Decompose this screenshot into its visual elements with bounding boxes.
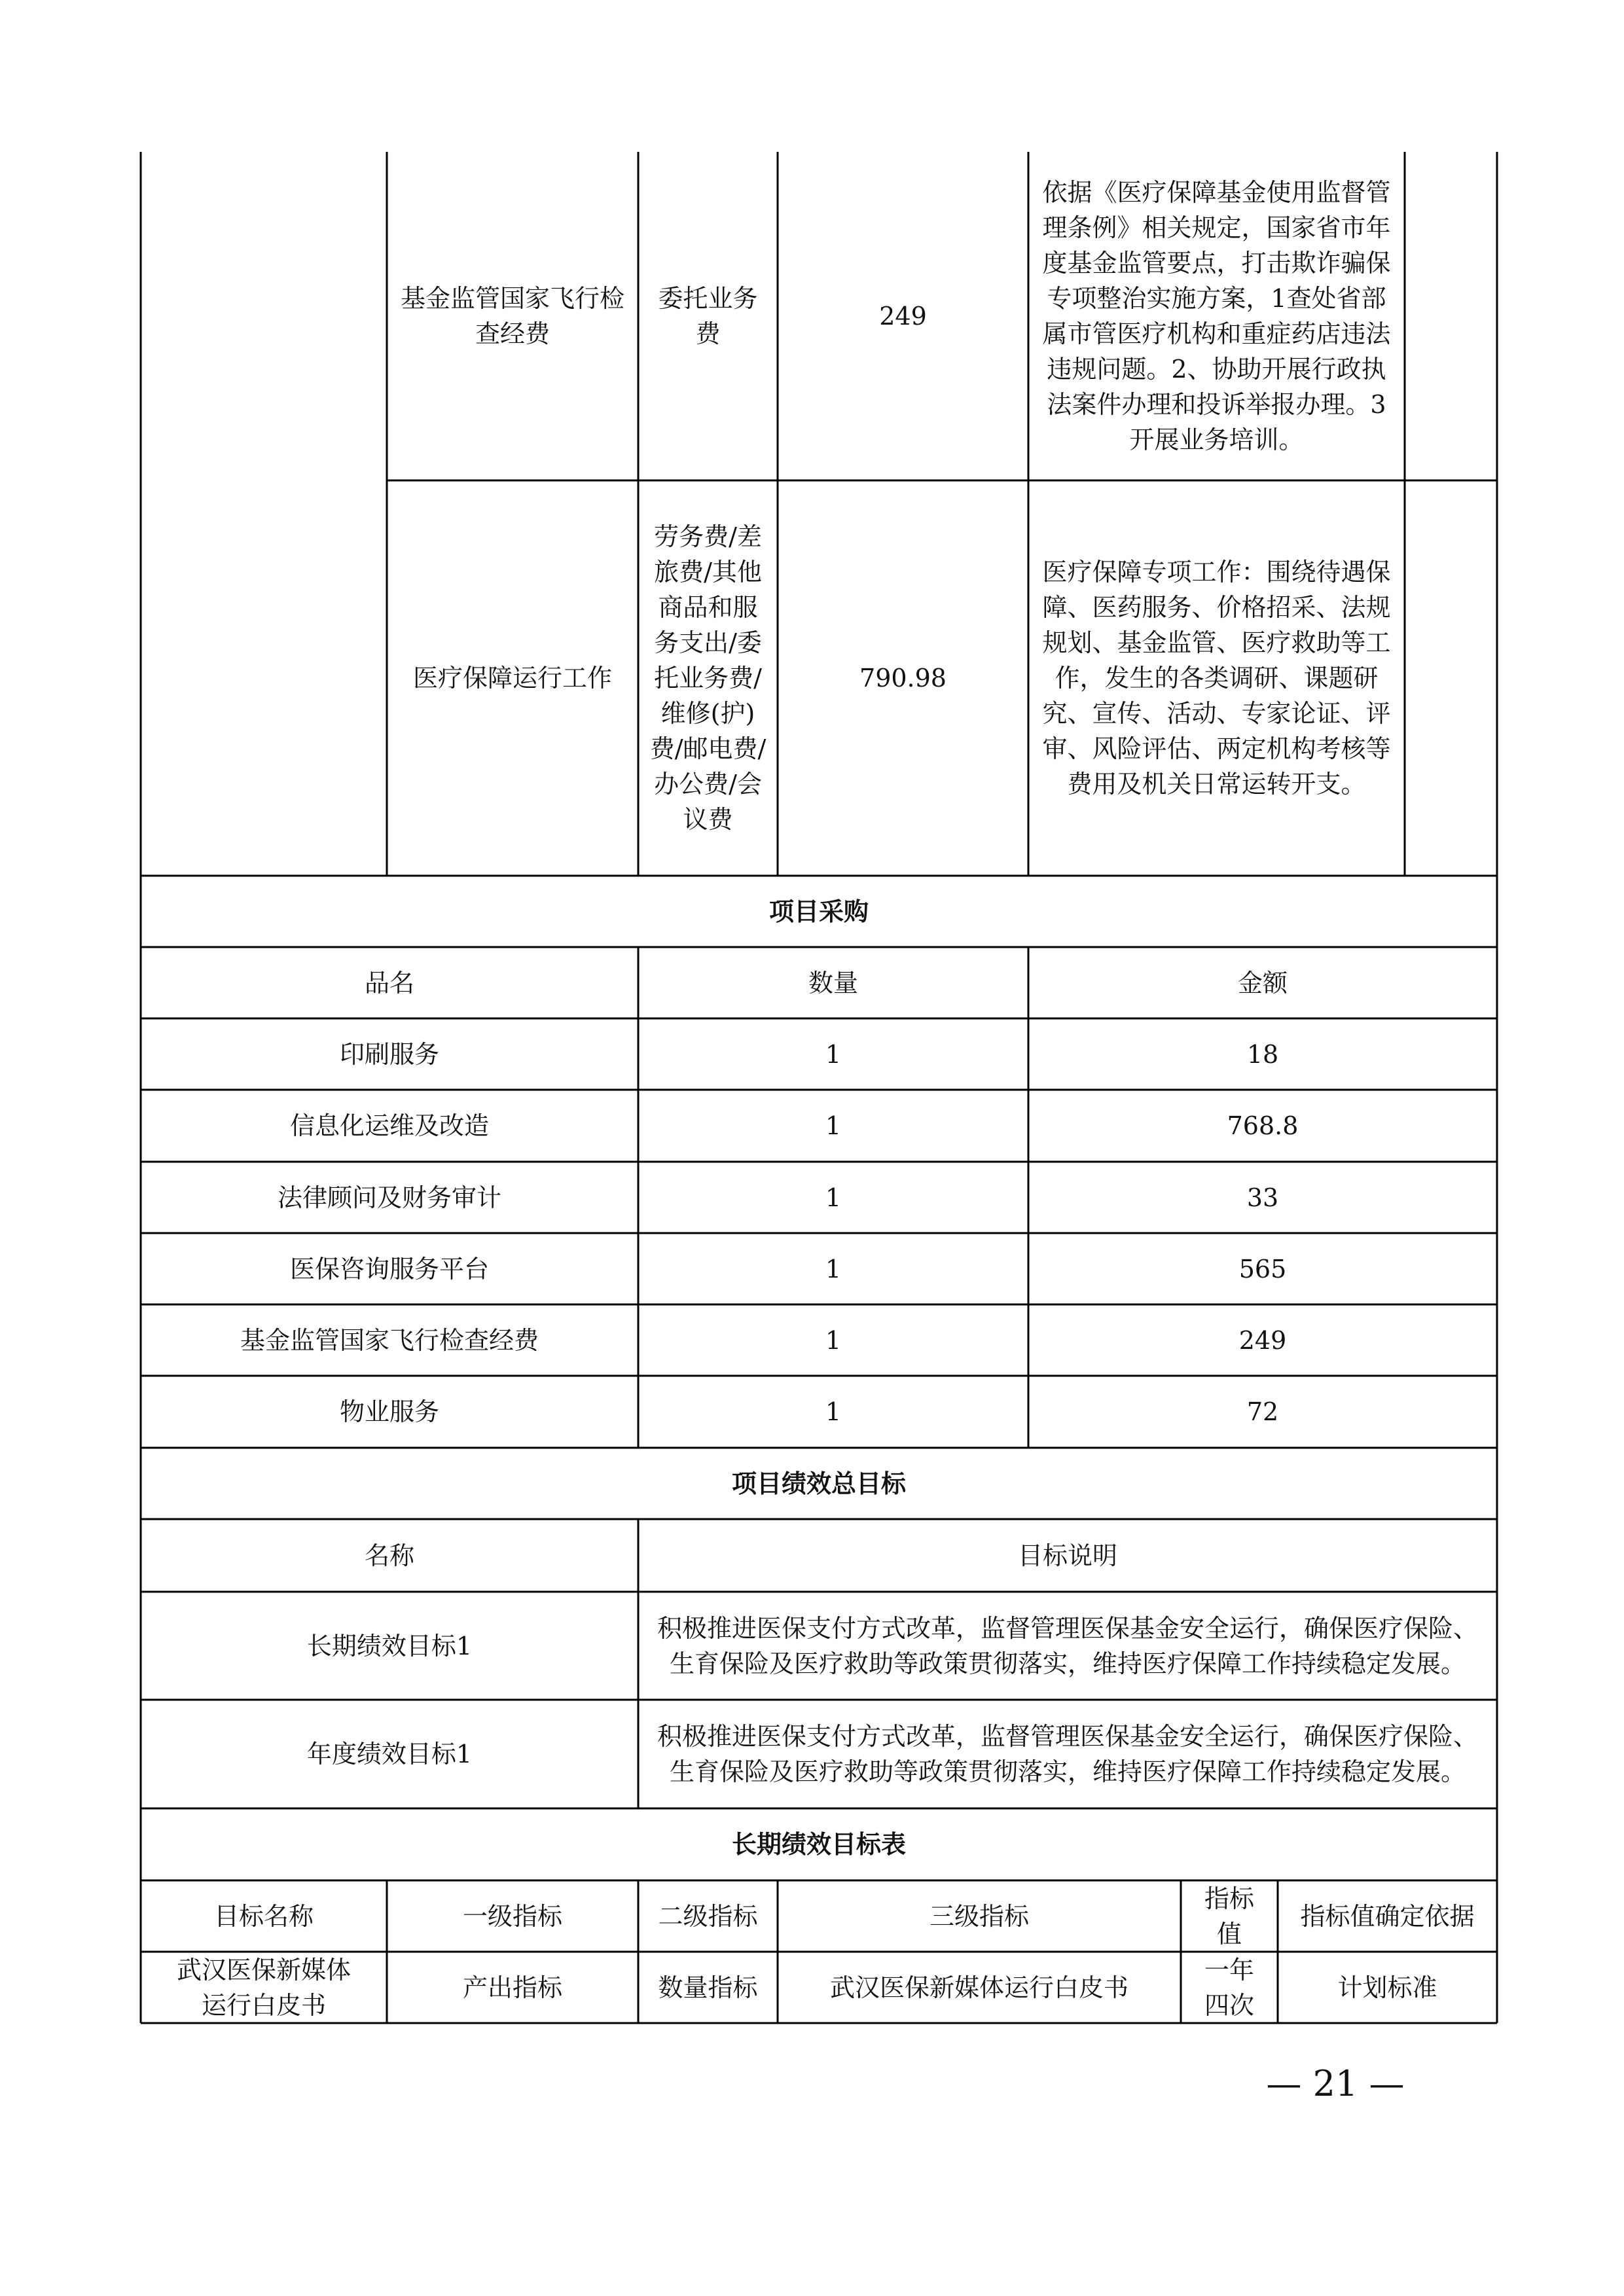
long-term-cell-level2: 数量指标 xyxy=(658,1973,758,2002)
goals-header-description: 目标说明 xyxy=(1017,1541,1117,1570)
long-term-title: 长期绩效目标表 xyxy=(731,1829,906,1859)
long-term-header-level2: 二级指标 xyxy=(658,1901,758,1931)
procurement-cell-item: 医保咨询服务平台 xyxy=(289,1254,489,1283)
long-term-header-level1: 一级指标 xyxy=(462,1901,562,1931)
procurement-cell-quantity: 1 xyxy=(825,1325,842,1355)
goals-cell-name: 长期绩效目标1 xyxy=(306,1631,473,1660)
procurement-header-amount: 金额 xyxy=(1237,968,1288,997)
procurement-cell-quantity: 1 xyxy=(825,1397,842,1426)
procurement-title: 项目采购 xyxy=(768,896,869,926)
long-term-cell-level3: 武汉医保新媒体运行白皮书 xyxy=(829,1973,1128,2002)
budget-item-econ-class: 劳务费/差旅费/其他商品和服务支出/委托业务费/维修(护)费/邮电费/办公费/会议费 xyxy=(649,522,767,834)
procurement-cell-quantity: 1 xyxy=(825,1254,842,1283)
goals-cell-name: 年度绩效目标1 xyxy=(306,1740,473,1768)
long-term-header-level3: 三级指标 xyxy=(929,1901,1029,1931)
procurement-header-item: 品名 xyxy=(364,968,414,997)
procurement-cell-item: 基金监管国家飞行检查经费 xyxy=(240,1325,539,1355)
page-number: — 21 — xyxy=(1266,2062,1405,2104)
procurement-cell-amount: 249 xyxy=(1238,1325,1287,1355)
procurement-cell-item: 印刷服务 xyxy=(339,1039,439,1069)
goals-cell-description: 积极推进医保支付方式改革，监督管理医保基金安全运行，确保医疗保险、生育保险及医疗救助等政策贯彻落实，维持医疗保障工作持续稳定发展。 xyxy=(657,1613,1478,1678)
long-term-cell-basis: 计划标准 xyxy=(1337,1973,1437,2002)
long-term-cell-goal-name: 武汉医保新媒体运行白皮书 xyxy=(176,1955,351,2020)
goals-header-name: 名称 xyxy=(364,1541,414,1570)
procurement-cell-amount: 565 xyxy=(1238,1254,1287,1283)
goals-title: 项目绩效总目标 xyxy=(731,1468,906,1498)
long-term-cell-value: 一年四次 xyxy=(1204,1955,1254,2020)
procurement-cell-amount: 33 xyxy=(1246,1183,1279,1212)
procurement-cell-item: 物业服务 xyxy=(339,1397,439,1426)
procurement-cell-quantity: 1 xyxy=(825,1183,842,1212)
budget-item-description: 医疗保障专项工作：围绕待遇保障、医药服务、价格招采、法规规划、基金监管、医疗救助等工作，发生的各类调研、课题研究、宣传、活动、专家论证、评审、风险评估、两定机构考核等费用及机关日常运转开支。 xyxy=(1042,558,1391,798)
procurement-cell-quantity: 1 xyxy=(825,1111,842,1140)
procurement-cell-quantity: 1 xyxy=(825,1039,842,1069)
budget-item-amount: 790.98 xyxy=(859,664,947,692)
budget-item-description: 依据《医疗保障基金使用监督管理条例》相关规定，国家省市年度基金监管要点，打击欺诈骗保专项整治实施方案，1查处省部属市管医疗机构和重症药店违法违规问题。2、协助开展行政执法案件办理和投诉举报办理。3开展业务培训。 xyxy=(1042,178,1391,454)
procurement-cell-amount: 768.8 xyxy=(1227,1111,1299,1140)
long-term-header-basis: 指标值确定依据 xyxy=(1300,1901,1475,1931)
procurement-header-quantity: 数量 xyxy=(808,968,858,997)
procurement-cell-amount: 72 xyxy=(1246,1397,1279,1426)
long-term-header-value: 指标值 xyxy=(1204,1884,1254,1948)
procurement-cell-amount: 18 xyxy=(1246,1039,1279,1069)
long-term-header-goal-name: 目标名称 xyxy=(213,1901,314,1931)
budget-item-econ-class: 委托业务费 xyxy=(658,284,758,348)
long-term-cell-level1: 产出指标 xyxy=(462,1973,562,2002)
procurement-cell-item: 法律顾问及财务审计 xyxy=(277,1183,501,1212)
budget-item-name: 基金监管国家飞行检查经费 xyxy=(400,284,624,348)
budget-item-amount: 249 xyxy=(879,302,927,331)
procurement-cell-item: 信息化运维及改造 xyxy=(289,1111,489,1140)
goals-cell-description: 积极推进医保支付方式改革，监督管理医保基金安全运行，确保医疗保险、生育保险及医疗救助等政策贯彻落实，维持医疗保障工作持续稳定发展。 xyxy=(657,1722,1478,1786)
budget-item-name: 医疗保障运行工作 xyxy=(412,664,612,692)
